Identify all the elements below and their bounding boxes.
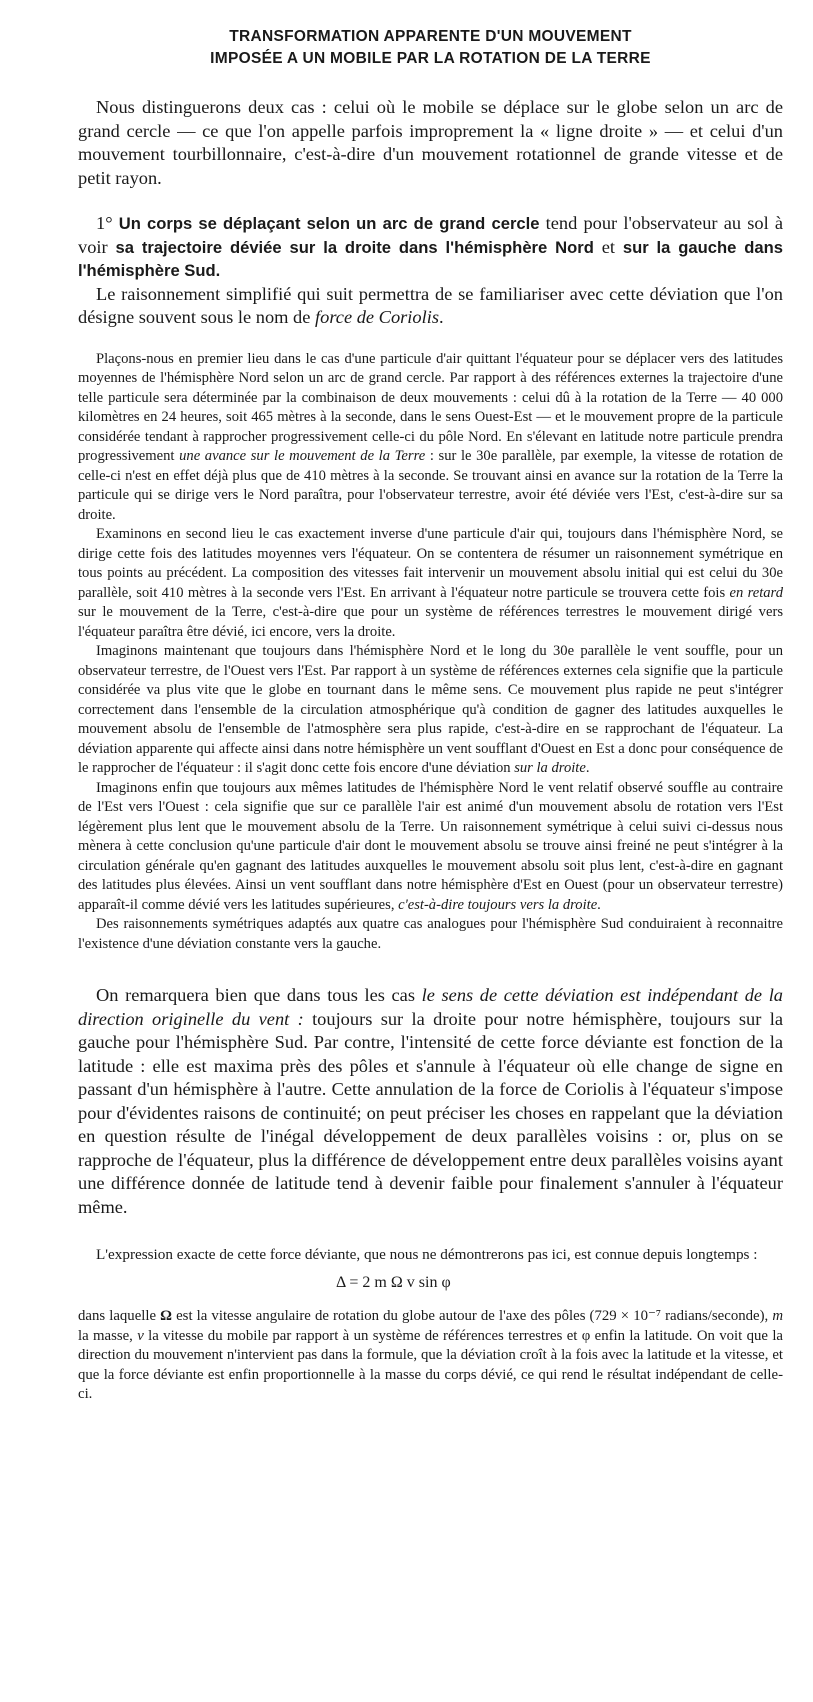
intro-paragraph: Nous distinguerons deux cas : celui où le mobile se déplace sur le globe selon un arc de grand cercle — ce que l'on appelle parfois improprement la « ligne droite » — et celui d'un mouvement tourbillonnaire, c'est-à-dire d'un mouvement rotationnel de grande vitesse et de petit rayon. [78,97,783,188]
final-t1: dans laquelle [78,1308,161,1324]
coriolis-intro-paragraph [78,283,783,330]
paragraph-1 [78,350,783,526]
paragraph-4-b: . [597,896,601,913]
paragraph-1-a: Plaçons-nous en premier lieu dans le cas d'une particule d'air quittant l'équateur pour se déplacer vers des latitudes moyennes de l'hémisphère Nord selon un arc de grand cercle. Par rapport à des références externes la trajectoire d'une telle particule sera déterminée par la combinaison de deux mouvements : celui dû à la rotation de la Terre — 40 000 kilomètres en 24 heures, soit 465 mètres à la seconde, dans le sens Ouest-Est — et le mouvement propre de la particule considérée tendant à rapprocher progressivement celle-ci du pôle Nord. En s'élevant en latitude notre particule prendra progressivement [78,350,783,464]
paragraph-2-a: Examinons en second lieu le cas exactement inverse d'une particule d'air qui, toujours dans l'hémisphère Nord, se dirige cette fois des latitudes moyennes vers l'équateur. On se contentera de résumer un raisonnement symétrique en tous points au précédent. La composition des vitesses fait intervenir un mouvement absolu initial qui est celui du 30e parallèle, soit 410 mètres à la seconde vers l'Est. En arrivant à l'équateur notre particule se trouvera cette fois [78,526,783,601]
paragraph-4-italic: c'est-à-dire toujours vers la droite [398,896,598,913]
remark-b: toujours sur la droite pour notre hémisphère, toujours sur la gauche pour l'hémisphère Sud. Par contre, l'intensité de cette force déviante est fonction de la latitude : elle est maxima près des pôles et s'annule à l'équateur où elle change de signe en passant d'un hémisphère à l'autre. Cette annulation de la force de Coriolis à l'équateur s'impose pour d'évidentes raisons de continuité; on peut préciser les choses en rappelant que la déviation en question résulte de l'inégal développement de deux parallèles voisins : or, plus on se rapproche de l'équateur, plus la différence de développement entre deux parallèles voisins ayant une différence donnée de latitude tend à devenir faible pour finalement s'annuler à l'équateur même. [78,1008,783,1217]
remark-a: On remarquera bien que dans tous les cas [96,985,422,1005]
title-line-2: IMPOSÉE A UN MOBILE PAR LA ROTATION DE LA TERRE [210,50,651,67]
paragraph-1-b: : sur le 30e parallèle, par exemple, la vitesse de rotation de celle-ci n'est en effet déjà plus que de 410 mètres à la seconde. Se trouvant ainsi en avance sur la rotation de la Terre la particule qui se dirige vers le Nord paraîtra, pour l'observateur terrestre, avoir été déviée vers l'Est, c'est-à-dire sur sa droite. [78,448,784,523]
title-line-1: TRANSFORMATION APPARENTE D'UN MOUVEMENT [229,28,632,45]
section-1-bold-a: Un corps se déplaçant selon un arc de grand cercle [118,214,540,233]
remark-paragraph [78,984,783,1219]
coriolis-formula: Δ = 2 m Ω v sin φ [336,1274,451,1291]
remark-italic: le sens de cette déviation est indépendant de la direction originelle du vent : [78,985,783,1029]
paragraph-2-b: sur le mouvement de la Terre, c'est-à-dire que pour un système de références terrestres le mouvement dirigé vers l'équateur paraîtra être dévié, ici encore, vers la droite. [78,604,783,640]
final-t4: la vitesse du mobile par rapport à un système de références terrestres et [143,1327,582,1344]
final-phi: φ [581,1327,591,1344]
final-t2: est la vitesse angulaire de rotation du globe autour de l'axe des pôles (729 × 10⁻⁷ radians/seconde), [172,1308,773,1324]
paragraph-3 [78,642,783,779]
final-t3: la masse, [78,1327,138,1344]
paragraph-2 [78,525,783,642]
section-1-text-a: tend pour l'observateur au sol à voir [78,213,784,257]
final-m: m [772,1308,783,1324]
section-1-bold-b: sa trajectoire déviée sur la droite dans l'hémisphère Nord [115,237,594,257]
coriolis-intro-italic: force de Coriolis [315,307,439,327]
page-title [78,26,783,70]
coriolis-intro-text: Le raisonnement simplifié qui suit permettra de se familiariser avec cette déviation que l'on désigne souvent sous le nom de [78,283,783,327]
paragraph-3-italic: sur la droite [514,760,586,776]
paragraph-3-a: Imaginons maintenant que toujours dans l'hémisphère Nord et le long du 30e parallèle le vent souffle, pour un observateur terrestre, de l'Ouest vers l'Est. Par rapport à un système de références externes cela signifie que la particule considérée va plus vite que le globe en tournant dans le même sens. Ce mouvement plus rapide ne peut s'intégrer correctement dans l'ensemble de la circulation atmosphérique qu'à condition de gagner des latitudes auxquelles le mouvement absolu de l'ensemble de l'atmosphère sera plus rapide, c'est-à-dire en se rapprochant de l'équateur. La déviation apparente qui affecte ainsi dans notre hémisphère un vent soufflant d'Ouest en Est a donc pour conséquence de le rapprocher de l'équateur : il s'agit donc cette fois encore d'une déviation [78,643,783,776]
paragraph-5: Des raisonnements symétriques adaptés aux quatre cas analogues pour l'hémisphère Sud conduiraient à reconnaitre l'existence d'une déviation constante vers la gauche. [78,916,783,952]
final-v: v [137,1327,144,1344]
expression-paragraph: L'expression exacte de cette force déviante, que nous ne démontrerons pas ici, est connue depuis longtemps : [96,1246,758,1263]
final-t5: enfin la latitude. On voit que la direction du mouvement n'intervient pas dans la formule, que la déviation croît à la fois avec la latitude et la vitesse, et que la force déviante est enfin proportionnelle à la masse du corps dévié, ce qui rend le résultat indépendant de celle-ci. [78,1327,783,1403]
coriolis-intro-end: . [438,307,444,327]
section-1-number: 1° [96,213,113,233]
paragraph-3-b: . [585,760,590,776]
section-1-bold-c: sur la gauche dans l'hémisphère Sud. [78,237,783,280]
final-omega: Ω [160,1308,173,1324]
final-paragraph [78,1307,783,1405]
paragraph-2-italic: en retard [729,584,783,601]
section-1-text-b: et [593,236,623,257]
formula-block [78,1245,783,1291]
paragraph-4 [78,779,783,916]
section-1-paragraph [78,212,783,283]
paragraph-1-italic: une avance sur le mouvement de la Terre [179,448,426,464]
paragraph-4-a: Imaginons enfin que toujours aux mêmes latitudes de l'hémisphère Nord le vent relatif observé souffle au contraire de l'Est vers l'Ouest : cela signifie que sur ce parallèle l'air est animé d'un mouvement absolu de rotation vers l'Est légèrement plus lent que le mouvement absolu de la Terre. Un raisonnement symétrique à celui suivi ci-dessus nous mènera à cette conclusion qu'une particule d'air dont le mouvement absolu se trouve ainsi freiné ne peut s'intégrer à la circulation générale qu'en gagnant des latitudes auxquelles le mouvement absolu soit plus lent, c'est-à-dire en gagnant des latitudes plus élevées. Ainsi un vent soufflant dans notre hémisphère d'Est en Ouest (pour un observateur terrestre) apparaît-il comme dévié vers les latitudes supérieures, [78,779,783,913]
